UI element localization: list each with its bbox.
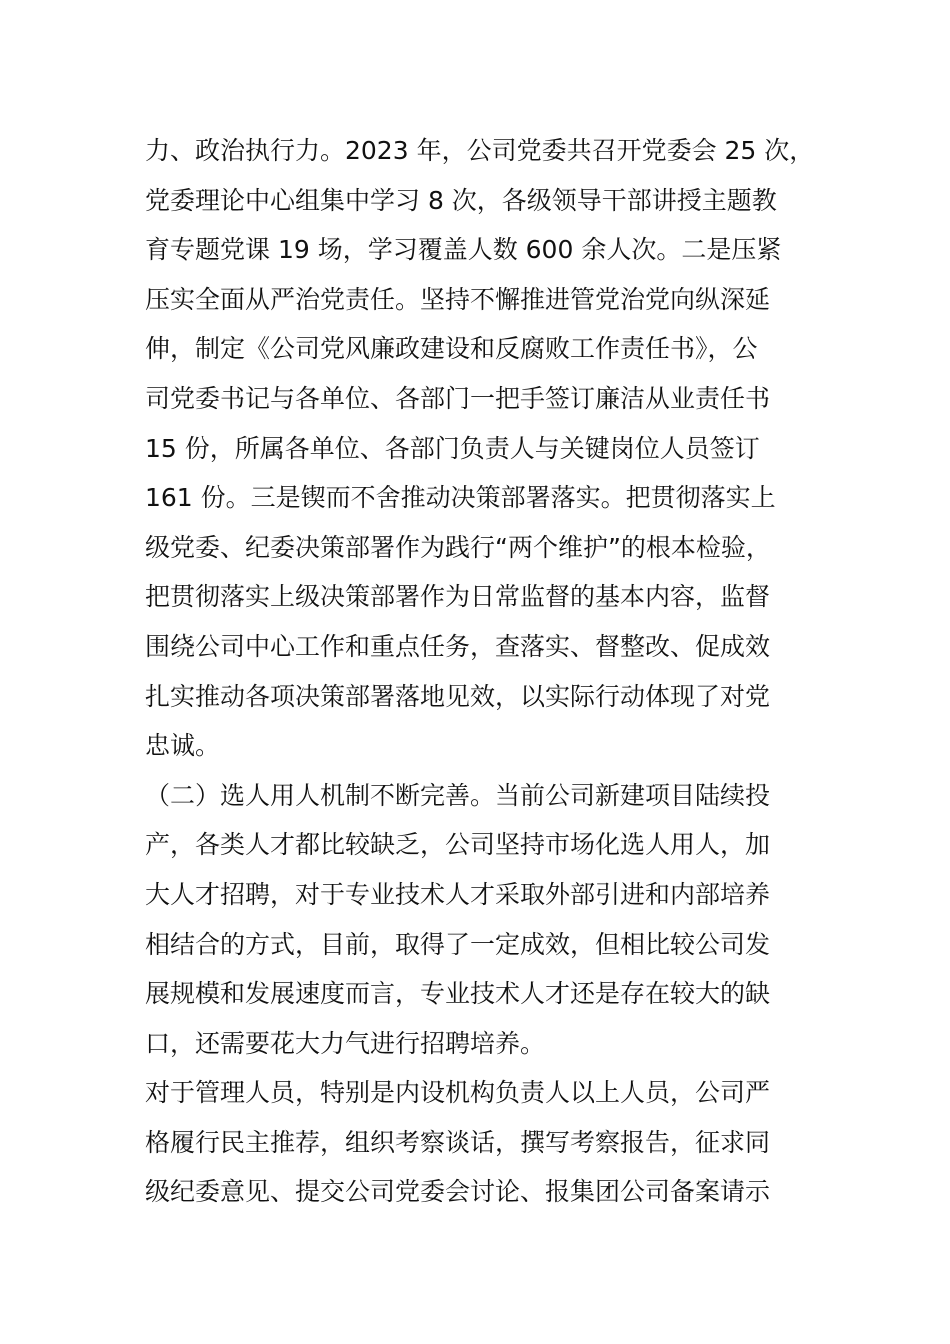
text-line: 大人才招聘，对于专业技术人才采取外部引进和内部培养 xyxy=(145,879,771,909)
text-line: 展规模和发展速度而言，专业技术人才还是存在较大的缺 xyxy=(145,979,771,1009)
text-line: （二）选人用人机制不断完善。当前公司新建项目陆续投 xyxy=(145,780,771,810)
text-line: 育专题党课 19 场，学习覆盖人数 600 余人次。二是压紧 xyxy=(145,235,782,265)
text-line: 级纪委意见、提交公司党委会讨论、报集团公司备案请示 xyxy=(145,1177,771,1207)
text-line: 忠诚。 xyxy=(145,731,221,761)
text-line: 产，各类人才都比较缺乏，公司坚持市场化选人用人，加 xyxy=(145,830,771,860)
text-line: 15 份，所属各单位、各部门负责人与关键岗位人员签订 xyxy=(145,433,760,463)
body-text xyxy=(145,126,835,1217)
text-line: 161 份。三是锲而不舍推动决策部署落实。把贯彻落实上 xyxy=(145,483,776,513)
text-line: 围绕公司中心工作和重点任务，查落实、督整改、促成效 xyxy=(145,631,771,661)
text-line: 相结合的方式，目前，取得了一定成效，但相比较公司发 xyxy=(145,929,771,959)
text-line: 级党委、纪委决策部署作为践行“两个维护”的根本检验， xyxy=(145,532,771,562)
text-line: 对于管理人员，特别是内设机构负责人以上人员，公司严 xyxy=(145,1078,771,1108)
text-line: 扎实推动各项决策部署落地见效，以实际行动体现了对党 xyxy=(145,681,771,711)
text-line: 司党委书记与各单位、各部门一把手签订廉洁从业责任书 xyxy=(145,383,771,413)
text-line: 格履行民主推荐，组织考察谈话，撰写考察报告，征求同 xyxy=(145,1127,771,1157)
text-line: 口，还需要花大力气进行招聘培养。 xyxy=(145,1028,546,1058)
text-line: 力、政治执行力。2023 年，公司党委共召开党委会 25 次， xyxy=(145,136,815,165)
text-line: 把贯彻落实上级决策部署作为日常监督的基本内容，监督 xyxy=(145,582,771,612)
text-line: 党委理论中心组集中学习 8 次，各级领导干部讲授主题教 xyxy=(145,185,777,215)
text-line: 压实全面从严治党责任。坚持不懈推进管党治党向纵深延 xyxy=(145,284,771,314)
text-line: 伸，制定《公司党风廉政建设和反腐败工作责任书》，公 xyxy=(145,334,758,364)
